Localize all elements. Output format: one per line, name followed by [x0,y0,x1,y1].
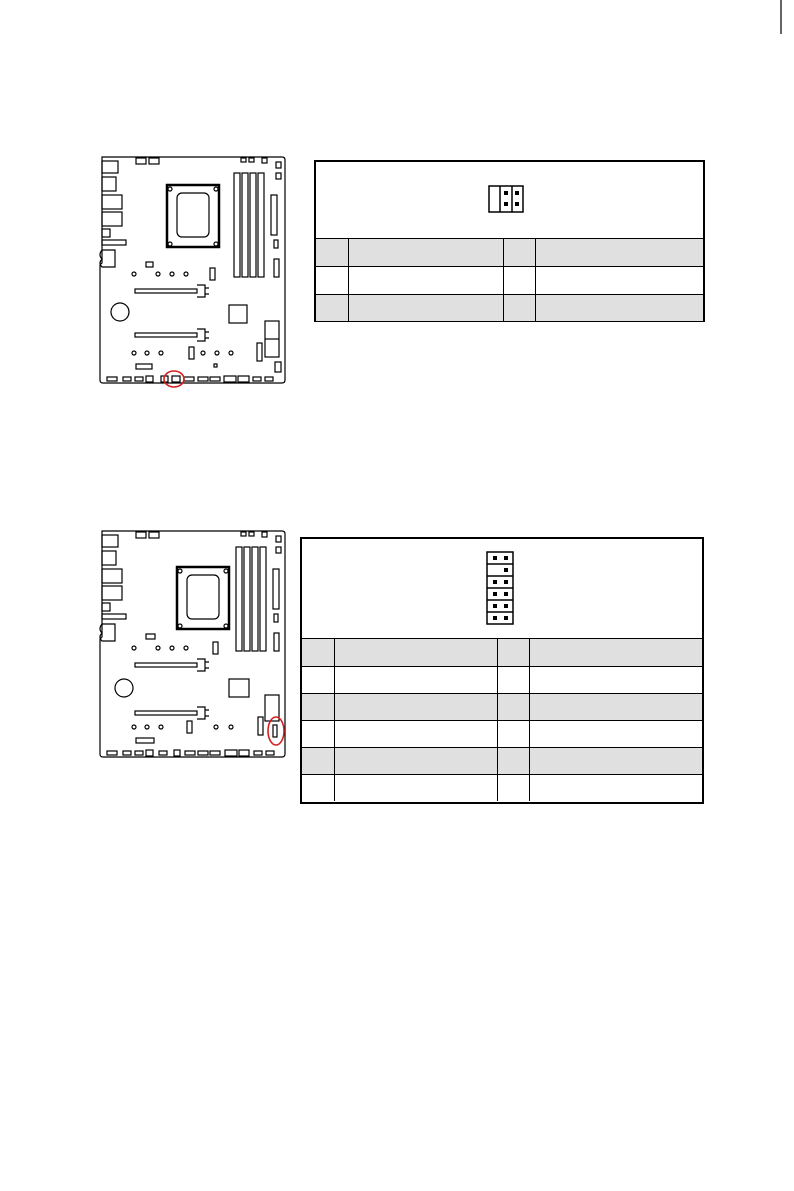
signal-name-cell [348,266,503,294]
motherboard-diagram-2 [99,529,289,765]
pin-number-cell [497,747,529,774]
table-row [302,774,702,801]
pin-number-cell [302,666,334,693]
connector-illustration-area [316,162,703,239]
pin-definition-table-2 [300,537,704,804]
pin-rows-2 [302,639,702,801]
signal-name-cell [529,639,702,666]
2x6-pin-header-icon [486,551,516,627]
table-row [302,693,702,720]
pin-number-cell [497,720,529,747]
signal-name-cell [334,774,497,801]
pin-number-cell [316,294,348,321]
table-row [302,666,702,693]
pin-number-cell [316,239,348,266]
signal-name-cell [529,747,702,774]
pin-number-cell [302,693,334,720]
pin-number-cell [302,720,334,747]
signal-name-cell [334,747,497,774]
table-row [302,747,702,774]
table-row [302,720,702,747]
signal-name-cell [535,294,703,321]
pin-definition-table-1 [314,160,705,322]
pin-number-cell [497,774,529,801]
motherboard-diagram-1 [99,155,289,391]
pin-number-cell [503,266,535,294]
signal-name-cell [535,266,703,294]
connector-illustration-area [302,539,702,639]
pin-number-cell [497,639,529,666]
pin-number-cell [497,666,529,693]
signal-name-cell [529,693,702,720]
pin-rows-1 [316,239,703,321]
table-row [316,294,703,321]
signal-name-cell [529,720,702,747]
signal-name-cell [334,639,497,666]
table-row [316,239,703,266]
page-cut-line [0,0,794,40]
pin-number-cell [503,239,535,266]
pin-number-cell [503,294,535,321]
pin-number-cell [497,693,529,720]
pin-number-cell [316,266,348,294]
table-row [316,266,703,294]
signal-name-cell [529,774,702,801]
signal-name-cell [348,294,503,321]
pin-number-cell [302,747,334,774]
pin-number-cell [302,639,334,666]
pin-number-cell [302,774,334,801]
signal-name-cell [334,720,497,747]
2x2-pin-header-icon [488,185,526,215]
signal-name-cell [334,666,497,693]
signal-name-cell [348,239,503,266]
signal-name-cell [535,239,703,266]
highlight-circle [164,371,184,387]
signal-name-cell [529,666,702,693]
signal-name-cell [334,693,497,720]
table-row [302,639,702,666]
